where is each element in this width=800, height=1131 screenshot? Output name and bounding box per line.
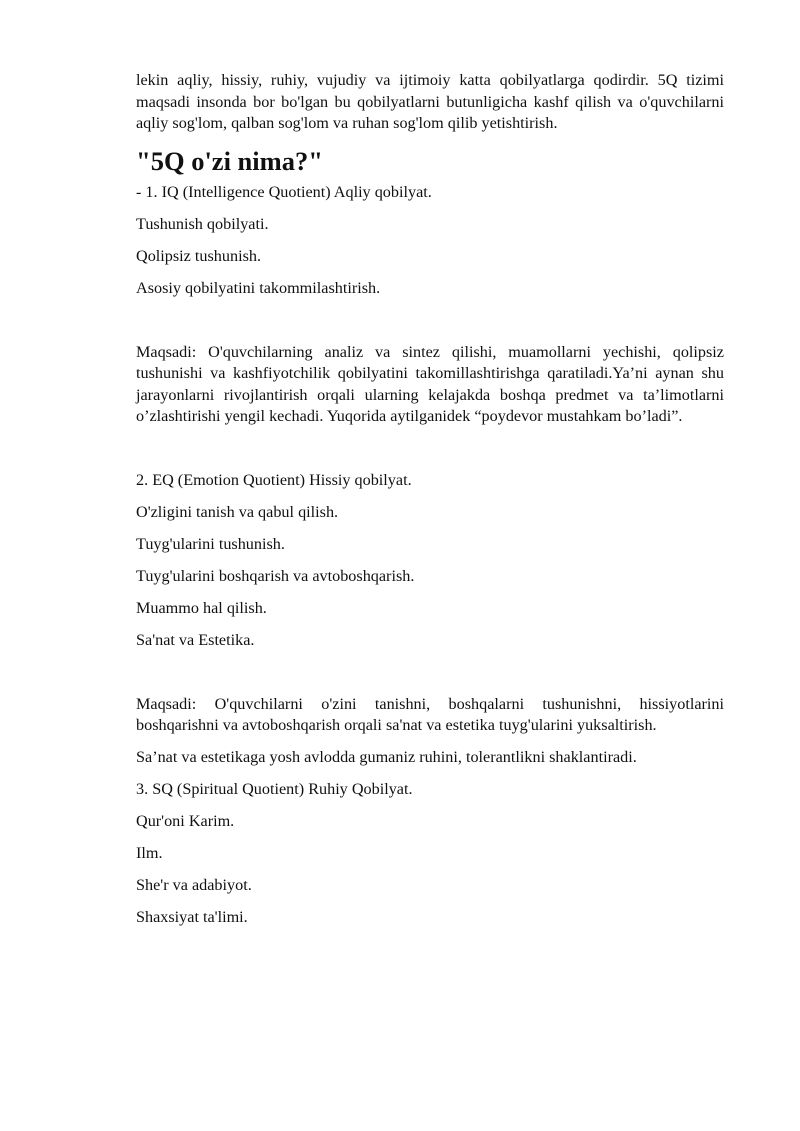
- iq-item: Tushunish qobilyati.: [136, 214, 269, 233]
- eq-item: Sa'nat va Estetika.: [136, 630, 255, 649]
- eq-purpose-paragraph: Maqsadi: O'quvchilarni o'zini tanishni, boshqalarni tushunishni, hissiyotlarini boshqarishni va avtoboshqarish orqali sa'nat va estetika tuyg'ularini yuksaltirish.: [136, 694, 724, 734]
- iq-item: Asosiy qobilyatini takommilashtirish.: [136, 278, 381, 297]
- eq-item: Tuyg'ularini boshqarish va avtoboshqarish.: [136, 566, 415, 585]
- sq-item: Qur'oni Karim.: [136, 811, 235, 830]
- sq-item: Ilm.: [136, 843, 163, 862]
- sq-item: She'r va adabiyot.: [136, 875, 252, 894]
- sq-title: 3. SQ (Spiritual Quotient) Ruhiy Qobilyat.: [136, 779, 413, 798]
- eq-item: Tuyg'ularini tushunish.: [136, 534, 285, 553]
- iq-purpose-paragraph: Maqsadi: O'quvchilarning analiz va sintez qilishi, muamollarni yechishi, qolipsiz tushunishi va kashfiyotchilik qobilyatini takomillashtirishga qaratiladi.Ya’ni aynan shu jarayonlarni rivojlantirish orqali ularning kelajakda boshqa predmet va ta’limotlarni o’zlashtirishi yengil kechadi. Yuqorida aytilganidek “poydevor mustahkam bo’ladi”.: [136, 342, 724, 425]
- eq-item: O'zligini tanish va qabul qilish.: [136, 502, 339, 521]
- section-heading: "5Q o'zi nima?": [136, 145, 323, 176]
- sq-item: Shaxsiyat ta'limi.: [136, 907, 248, 926]
- document-page: [136, 70, 724, 928]
- iq-item: Qolipsiz tushunish.: [136, 246, 262, 265]
- eq-note: Sa’nat va estetikaga yosh avlodda gumaniz ruhini, tolerantlikni shaklantiradi.: [136, 747, 637, 766]
- iq-title: - 1. IQ (Intelligence Quotient) Aqliy qobilyat.: [136, 182, 432, 201]
- eq-item: Muammo hal qilish.: [136, 598, 267, 617]
- intro-paragraph: lekin aqliy, hissiy, ruhiy, vujudiy va ijtimoiy katta qobilyatlarga qodirdir. 5Q tizimi maqsadi insonda bor bo'lgan bu qobilyatlarni butunligicha kashf qilish va o'quvchilarni aqliy sog'lom, qalban sog'lom va ruhan sog'lom qilib yetishtirish.: [136, 71, 724, 132]
- eq-title: 2. EQ (Emotion Quotient) Hissiy qobilyat.: [136, 470, 412, 489]
